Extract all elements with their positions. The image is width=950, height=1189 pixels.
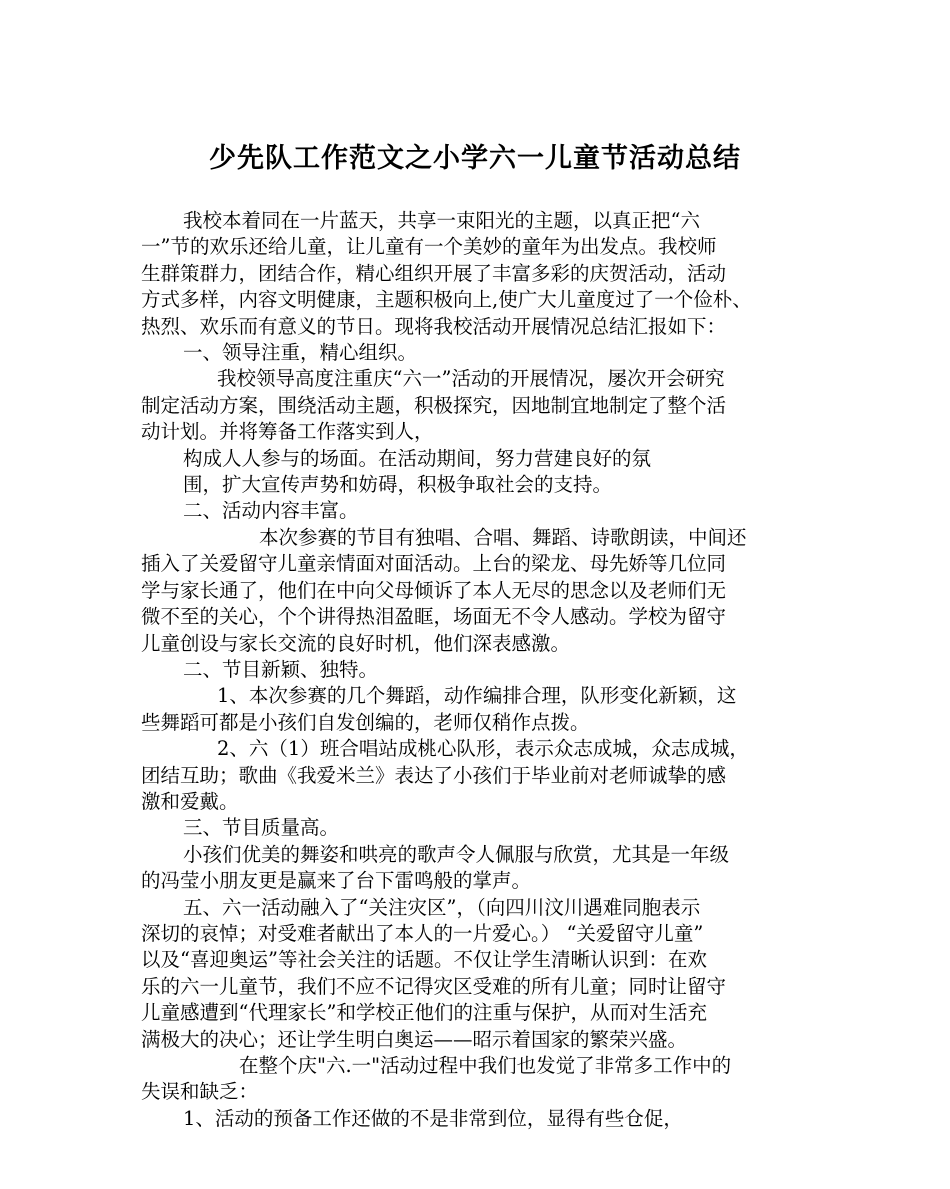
text-line: 乐的六一儿童节，我们不应不记得灾区受难的所有儿童；同时让留守 (141, 974, 727, 998)
text-line: 生群策群力，团结合作，精心组织开展了丰富多彩的庆贺活动，活动 (141, 261, 727, 285)
text-line: 的冯莹小朋友更是赢来了台下雷鸣般的掌声。 (141, 869, 532, 893)
text-line: 2、六（1）班合唱站成桃心队形，表示众志成城，众志成城， (217, 737, 749, 761)
section-heading: 五、六一活动融入了“关注灾区”，（向四川汶川遇难同胞表示 (183, 895, 701, 919)
text-line: 些舞蹈可都是小孩们自发创编的，老师仅稍作点拨。 (141, 710, 590, 734)
text-line: 激和爱戴。 (141, 789, 239, 813)
text-line: 儿童感遭到“代理家长”和学校正他们的注重与保护，从而对生活充 (141, 1001, 707, 1025)
text-line: 构成人人参与的场面。在活动期间，努力营建良好的氛 (183, 446, 652, 470)
text-line: 满极大的决心；还让学生明白奥运——昭示着国家的繁荣兴盛。 (141, 1027, 688, 1051)
text-line: 小孩们优美的舞姿和哄亮的歌声令人佩服与欣赏，尤其是一年级 (183, 842, 730, 866)
text-line: 1、活动的预备工作还做的不是非常到位，显得有些仓促， (183, 1106, 683, 1130)
document-body (141, 208, 827, 1132)
section-heading: 二、活动内容丰富。 (183, 499, 359, 523)
text-line: 团结互助；歌曲《我爱米兰》表达了小孩们于毕业前对老师诚挚的感 (141, 763, 727, 787)
text-line: 1、本次参赛的几个舞蹈，动作编排合理，队形变化新颖，这 (217, 684, 737, 708)
text-line: 热烈、欢乐而有意义的节日。现将我校活动开展情况总结汇报如下： (141, 314, 727, 338)
text-line: 我校领导高度注重庆“六一”活动的开展情况，屡次开会研究 (217, 367, 725, 391)
document-title: 少先队工作范文之小学六一儿童节活动总结 (209, 143, 741, 174)
section-heading: 三、节目质量高。 (183, 816, 340, 840)
text-line: 儿童创设与家长交流的良好时机，他们深表感激。 (141, 631, 571, 655)
text-line: 围，扩大宣传声势和妨碍，积极争取社会的支持。 (183, 473, 613, 497)
text-line: 微不至的关心，个个讲得热泪盈眶，场面无不令人感动。学校为留守 (141, 605, 727, 629)
text-line: 深切的哀悼；对受难者献出了本人的一片爱心。） “关爱留守儿童” (141, 921, 704, 945)
text-line: 以及“喜迎奥运”等社会关注的话题。不仅让学生清晰认识到：在欢 (141, 948, 707, 972)
section-heading: 二、节目新颖、独特。 (183, 657, 379, 681)
text-line: 在整个庆"六.一"活动过程中我们也发觉了非常多工作中的 (239, 1054, 732, 1077)
text-line: 失误和缺乏： (141, 1080, 259, 1104)
text-line: 制定活动方案，围绕活动主题，积极探究，因地制宜地制定了整个活 (141, 393, 727, 417)
text-line: 我校本着同在一片蓝天，共享一束阳光的主题，以真正把“六 (183, 209, 700, 232)
text-line: 动计划。并将筹备工作落实到人， (141, 420, 434, 444)
text-line: 学与家长通了，他们在中向父母倾诉了本人无尽的思念以及老师们无 (141, 578, 727, 602)
text-line: 插入了关爱留守儿童亲情面对面活动。上台的梁龙、母先娇等几位同 (141, 552, 727, 576)
text-line: 一”节的欢乐还给儿童，让儿童有一个美妙的童年为出发点。我校师 (141, 235, 717, 259)
text-line: 本次参赛的节目有独唱、合唱、舞蹈、诗歌朗读，中间还 (259, 525, 747, 549)
section-heading: 一、领导注重，精心组织。 (183, 341, 418, 365)
text-line: 方式多样，内容文明健康，主题积极向上,使广大儿童度过了一个俭朴、 (141, 288, 752, 312)
